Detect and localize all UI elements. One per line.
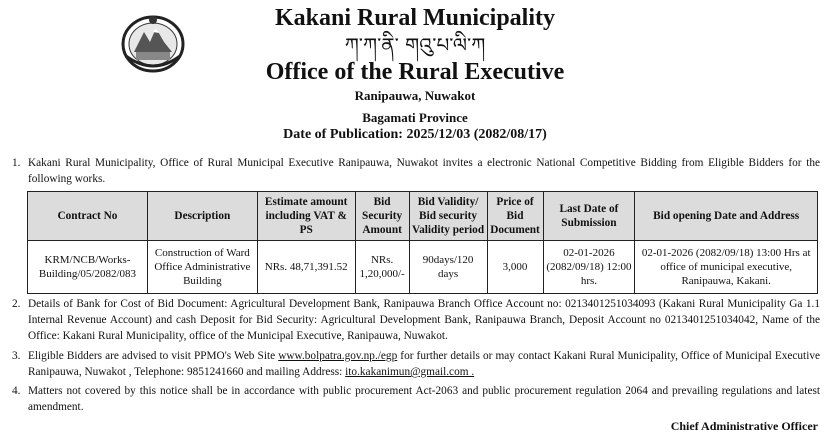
notice-paragraph-4 <box>12 383 820 415</box>
cell-bid-opening: 02-01-2026 (2082/09/18) 13:00 Hrs at office of municipal executive, Ranipauwa, Kakani. <box>635 241 818 294</box>
header-estimate-amount: Estimate amount including VAT & PS <box>257 192 355 241</box>
notice-paragraph-2 <box>12 296 820 344</box>
province-name: Bagamati Province <box>362 110 468 125</box>
cell-estimate-amount: NRs. 48,71,391.52 <box>257 241 355 294</box>
paragraph-number: 3. <box>12 350 21 362</box>
header-contract-no: Contract No <box>28 192 148 241</box>
bid-table <box>27 191 818 294</box>
office-title: Office of the Rural Executive <box>265 59 565 85</box>
paragraph-number: 1. <box>12 157 21 169</box>
notice-paragraph-1 <box>12 155 820 187</box>
header-description: Description <box>147 192 257 241</box>
cell-bid-validity: 90days/120 days <box>409 241 487 294</box>
paragraph-text: Matters not covered by this notice shall be in accordance with public procurement Act-2063 and public procurement regulation 2064 and prevailing regulations and latest amendment. <box>28 385 820 413</box>
signature-title: Chief Administrative Officer <box>670 419 818 433</box>
email-link[interactable]: ito.kakanimun@gmail.com . <box>345 366 475 378</box>
header-bid-opening: Bid opening Date and Address <box>635 192 818 241</box>
paragraph-number: 2. <box>12 298 21 310</box>
cell-contract-no: KRM/NCB/Works-Building/05/2082/083 <box>28 241 148 294</box>
cell-last-date: 02-01-2026 (2082/09/18) 12:00 hrs. <box>543 241 635 294</box>
paragraph-text-part: Eligible Bidders are advised to visit PPMO's Web Site <box>28 350 279 362</box>
table-header-row <box>28 192 818 241</box>
header-bid-validity: Bid Validity/ Bid security Validity period <box>409 192 487 241</box>
paragraph-text: Details of Bank for Cost of Bid Document: Agricultural Development Bank, Ranipauwa Branch Office Account no: 0213401251034093 (Kakani Rural Municipality Ga 1.1 Internal Revenue Account) and cash Deposit for Bid Security: Agricultural Development Bank, Ranipauwa Branch, Deposit Account no 0213401251034042, Name of the Office: Kakani Rural Municipality, office of the Municipal Executive, Ranipauwa, Nuwakot. <box>28 298 820 342</box>
cell-description: Construction of Ward Office Administrative Building <box>147 241 257 294</box>
paragraph-text-part: for further details or may contact Kakani Rural Municipality, Office of Municipal Executive Ranipauwa, Nuwakot , Telephone: 9851241660 and mailing Address: <box>28 350 820 378</box>
header-bid-security: Bid Security Amount <box>355 192 409 241</box>
header-price-bid-document: Price of Bid Document <box>487 192 543 241</box>
ppmo-website-link[interactable]: www.bolpatra.gov.np./egp <box>278 350 398 362</box>
cell-price-bid-document: 3,000 <box>487 241 543 294</box>
municipality-title-local: ཀ་ཀ་ནི་ གའུ་པ་ལི་ཀ <box>344 33 486 57</box>
table-row <box>28 241 818 294</box>
header-last-date: Last Date of Submission <box>543 192 635 241</box>
paragraph-number: 4. <box>12 385 21 397</box>
paragraph-text <box>28 348 820 380</box>
notice-header <box>0 4 830 144</box>
office-location: Ranipauwa, Nuwakot <box>354 88 476 103</box>
cell-bid-security: NRs. 1,20,000/- <box>355 241 409 294</box>
municipality-title: Kakani Rural Municipality <box>274 5 556 31</box>
paragraph-text: Kakani Rural Municipality, Office of Rural Municipal Executive Ranipauwa, Nuwakot invites a electronic National Competitive Bidding from Eligible Bidders for the following works. <box>28 157 820 185</box>
publication-date: Date of Publication: 2025/12/03 (2082/08/17) <box>283 127 547 142</box>
notice-paragraph-3 <box>12 348 820 380</box>
